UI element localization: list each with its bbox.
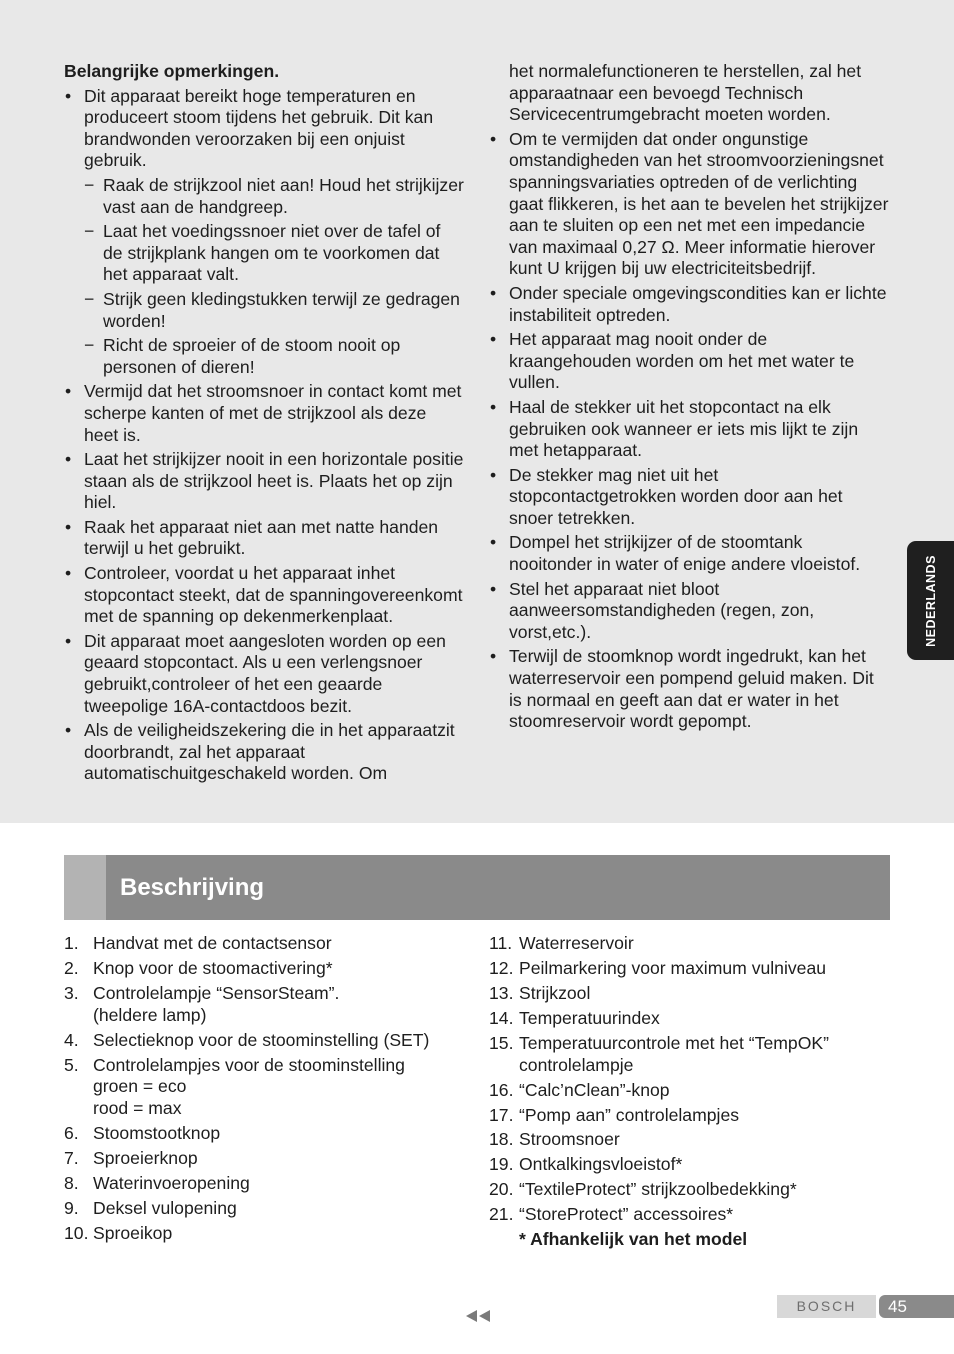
- note-item: • Vermijd dat het stroomsnoer in contact komt met scherpe kanten of met de strijkzool als deze heet is.: [64, 381, 464, 446]
- note-text: Dit apparaat bereikt hoge temperaturen en produceert stoom tijdens het gebruik. Dit kan brandwonden veroorzaken bij een onjuist gebruik.: [84, 85, 434, 171]
- notes-column-left: [64, 61, 464, 788]
- part-number: 20.: [489, 1179, 514, 1200]
- notes-list-left: [64, 86, 464, 785]
- note-item: • Als de veiligheidszekering die in het apparaatzit doorbrandt, zal het apparaat automatischuitgeschakeld worden. Om: [64, 720, 464, 785]
- part-label-extra: rood = max: [93, 1097, 182, 1118]
- note-item: • Haal de stekker uit het stopcontact na elk gebruiken ook wanneer er iets mis lijkt te zijn met hetapparaat.: [489, 397, 889, 462]
- part-item: [64, 1030, 474, 1052]
- part-number: 11.: [489, 933, 513, 953]
- part-item: [64, 933, 474, 955]
- brand-name: BOSCH: [796, 1298, 857, 1314]
- note-item: • Raak het apparaat niet aan met natte handen terwijl u het gebruikt.: [64, 517, 464, 560]
- note-item: • Het apparaat mag nooit onder de kraangehouden worden om het met water te vullen.: [489, 329, 889, 394]
- part-number: 18.: [489, 1129, 514, 1150]
- part-label: Knop voor de stoomactivering*: [93, 957, 333, 978]
- part-number: 15.: [489, 1032, 514, 1053]
- part-number: 8.: [64, 1172, 79, 1193]
- parts-list-left: [64, 933, 474, 1248]
- note-item: [64, 86, 464, 379]
- part-item: [64, 1148, 474, 1170]
- part-label: Temperatuurindex: [519, 1007, 660, 1028]
- part-label: Sproeikop: [93, 1222, 173, 1243]
- part-number: 13.: [489, 982, 514, 1003]
- part-item: [489, 1179, 889, 1201]
- part-label: Temperatuurcontrole met het “TempOK”: [519, 1032, 829, 1053]
- notes-column-right: [489, 61, 889, 736]
- page-number-box: [879, 1295, 954, 1318]
- part-label: Stroomsnoer: [519, 1129, 620, 1150]
- part-label: Deksel vulopening: [93, 1197, 237, 1218]
- part-item: [489, 958, 889, 980]
- note-item: • De stekker mag niet uit het stopcontactgetrokken worden door aan het snoer tetrekken.: [489, 465, 889, 530]
- part-item: [64, 1223, 474, 1245]
- part-number: 9.: [64, 1197, 79, 1218]
- part-item: [489, 1154, 889, 1176]
- part-item: [64, 958, 474, 980]
- parts-list-right: [489, 933, 889, 1251]
- part-number: 7.: [64, 1147, 79, 1168]
- part-label-extra: controlelampje: [519, 1054, 634, 1075]
- part-item: [64, 1173, 474, 1195]
- part-label: Waterreservoir: [519, 933, 634, 953]
- part-item: [489, 1204, 889, 1226]
- note-item: • Om te vermijden dat onder ongunstige omstandigheden van het stroomvoorzieningsnet spanningsvariaties optreden of de verlichting gaat flikkeren, is het aan te bevelen het strijkijzer aan te sluiten op een net met een impedancie van maximaal 0,27 Ω. Meer informatie hierover kunt U krijgen bij uw electriciteitsbedrijf.: [489, 129, 889, 280]
- part-item: [489, 1008, 889, 1030]
- part-label: Selectieknop voor de stoominstelling (SET): [93, 1029, 430, 1050]
- part-label-extra: groen = eco: [93, 1076, 187, 1097]
- part-number: 10.: [64, 1222, 89, 1243]
- note-item: • Terwijl de stoomknop wordt ingedrukt, kan het waterreservoir een pompend geluid maken. Dit is normaal en geeft aan dat er water in het stoomreservoir wordt gepompt.: [489, 646, 889, 732]
- part-item: [64, 1055, 474, 1120]
- note-subitem: − Raak de strijkzool niet aan! Houd het strijkijzer vast aan de handgreep.: [84, 175, 464, 218]
- language-tab-label: NEDERLANDS: [923, 554, 938, 647]
- part-item: [489, 983, 889, 1005]
- section-title: Beschrijving: [120, 874, 265, 901]
- part-item: [489, 1033, 889, 1076]
- page-number: 45: [888, 1297, 907, 1316]
- part-number: 3.: [64, 982, 79, 1003]
- language-tab[interactable]: [907, 541, 954, 660]
- part-item: [489, 1105, 889, 1127]
- note-item: • Laat het strijkijzer nooit in een horizontale positie staan als de strijkzool heet is. Plaats het op zijn hiel.: [64, 449, 464, 514]
- part-number: 4.: [64, 1029, 79, 1050]
- note-continuation: het normalefunctioneren te herstellen, zal het apparaatnaar een bevoegd Technisch Servicecentrumgebracht moeten worden.: [509, 61, 862, 125]
- note-item: • Dit apparaat moet aangesloten worden op een geaard stopcontact. Als u een verlengsnoer gebruikt,controleer of het een geaarde tweepolige 16A-contactdoos bezit.: [64, 631, 464, 717]
- part-label-extra: (heldere lamp): [93, 1004, 207, 1025]
- part-number: 17.: [489, 1104, 514, 1125]
- part-label: “StoreProtect” accessoires*: [519, 1204, 734, 1225]
- part-number: 21.: [489, 1204, 514, 1225]
- note-subitem: − Strijk geen kledingstukken terwijl ze gedragen worden!: [84, 289, 464, 332]
- part-item: [489, 933, 889, 955]
- part-item: [64, 1123, 474, 1145]
- part-item: [489, 1129, 889, 1151]
- part-label: Peilmarkering voor maximum vulniveau: [519, 957, 827, 978]
- part-label: Waterinvoeropening: [93, 1172, 250, 1193]
- note-item: • Controleer, voordat u het apparaat inhet stopcontact steekt, dat de spanningovereenkomt met de spanning op dekenmerkenplaat.: [64, 563, 464, 628]
- section-header: [64, 855, 890, 920]
- note-item: • Stel het apparaat niet bloot aanweersomstandigheden (regen, zon, vorst,etc.).: [489, 579, 889, 644]
- part-number: 6.: [64, 1122, 79, 1143]
- notes-list-right: [489, 129, 889, 733]
- part-label: Ontkalkingsvloeistof*: [519, 1154, 683, 1175]
- brand-label-box: [777, 1295, 876, 1318]
- part-label: Stoomstootknop: [93, 1122, 221, 1143]
- part-number: 1.: [64, 933, 79, 953]
- note-subitem: − Richt de sproeier of de stoom nooit op personen of dieren!: [84, 335, 464, 378]
- model-footnote: * Afhankelijk van het model: [519, 1229, 748, 1250]
- part-label: Sproeierknop: [93, 1147, 198, 1168]
- section-header-accent: [64, 855, 106, 920]
- note-item: • Dompel het strijkijzer of de stoomtank nooitonder in water of enige andere vloeistof.: [489, 532, 889, 575]
- part-label: Handvat met de contactsensor: [93, 933, 332, 953]
- part-item: [64, 983, 474, 1026]
- part-label: “Pomp aan” controlelampjes: [519, 1104, 740, 1125]
- notes-heading: Belangrijke opmerkingen.: [64, 61, 280, 81]
- part-item: [64, 1198, 474, 1220]
- note-subitem: − Laat het voedingssnoer niet over de tafel of de strijkplank hangen om te voorkomen dat het apparaat valt.: [84, 221, 464, 286]
- part-label: Strijkzool: [519, 982, 591, 1003]
- part-number: 2.: [64, 957, 79, 978]
- part-number: 14.: [489, 1007, 514, 1028]
- part-number: 16.: [489, 1079, 514, 1100]
- part-label: “Calc’nClean”-knop: [519, 1079, 670, 1100]
- part-item: [489, 1080, 889, 1102]
- part-number: 19.: [489, 1154, 514, 1175]
- part-number: 5.: [64, 1054, 79, 1075]
- part-label: Controlelampje “SensorSteam”.: [93, 982, 340, 1003]
- note-sublist: [84, 175, 464, 378]
- part-label: “TextileProtect” strijkzoolbedekking*: [519, 1179, 797, 1200]
- double-arrow-left-icon[interactable]: [464, 1308, 492, 1324]
- note-item: • Onder speciale omgevingscondities kan er lichte instabiliteit optreden.: [489, 283, 889, 326]
- part-number: 12.: [489, 957, 514, 978]
- part-label: Controlelampjes voor de stoominstelling: [93, 1054, 405, 1075]
